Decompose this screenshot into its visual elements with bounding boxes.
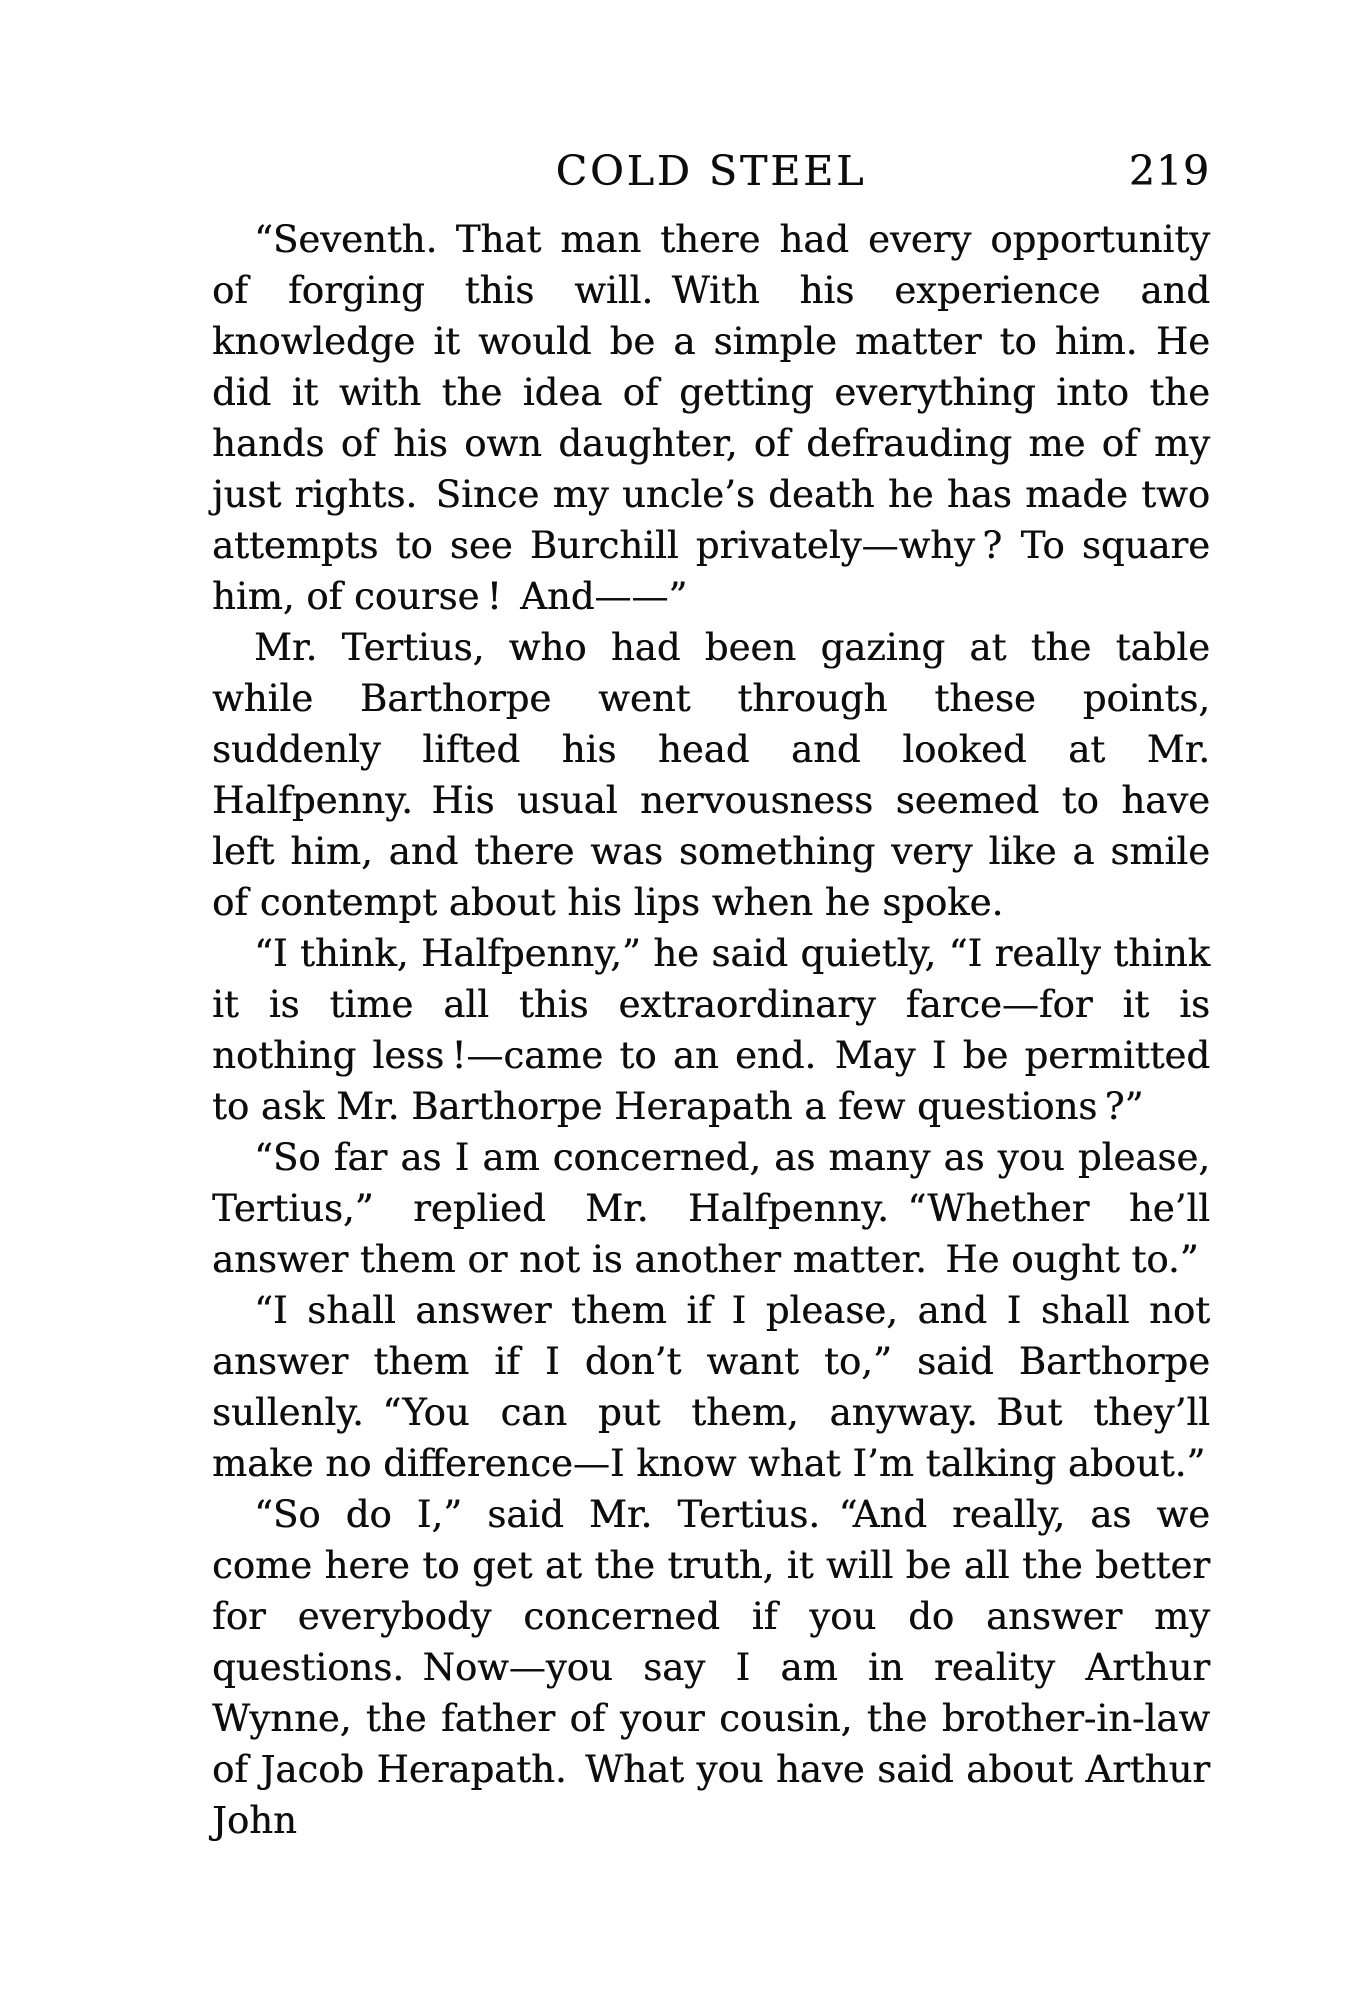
- page-number: 219: [1128, 147, 1210, 195]
- running-head-title: COLD STEEL: [555, 147, 867, 195]
- paragraph-2: Mr. Tertius, who had been gazing at the table while Barthorpe went through these points, suddenly lifted his head and looked at Mr. Halfpenny. His usual nervousness seemed to have left him, and there was something very like a smile of contempt about his lips when he spoke.: [212, 626, 1210, 924]
- paragraph-3: “I think, Halfpenny,” he said quietly, “I really think it is time all this extraordinary farce—for it is nothing less !—came to an end. May I be permitted to ask Mr. Barthorpe Herapath a few questions ?”: [212, 932, 1210, 1128]
- paragraph-4: “So far as I am concerned, as many as you please, Tertius,” replied Mr. Halfpenny. “Whether he’ll answer them or not is another matter. He ought to.”: [212, 1136, 1210, 1281]
- running-head: [212, 148, 1210, 200]
- paragraph-6: “So do I,” said Mr. Tertius. “And really, as we come here to get at the truth, it will be all the better for everybody concerned if you do answer my questions. Now—you say I am in reality Arthur Wynne, the father of your cousin, the brother-in-law of Jacob Herapath. What you have said about Arthur John: [212, 1493, 1210, 1842]
- page-body: [212, 214, 1210, 1846]
- paragraph-5: “I shall answer them if I please, and I shall not answer them if I don’t want to,” said Barthorpe sullenly. “You can put them, anyway. But they’ll make no difference—I know what I’m talking about.”: [212, 1289, 1210, 1485]
- paragraph-1: “Seventh. That man there had every opportunity of forging this will. With his experience and knowledge it would be a simple matter to him. He did it with the idea of getting everything into the hands of his own daughter, of defrauding me of my just rights. Since my uncle’s death he has made two attempts to see Burchill privately—why ? To square him, of course ! And——”: [212, 218, 1210, 618]
- text-column: [212, 148, 1210, 1846]
